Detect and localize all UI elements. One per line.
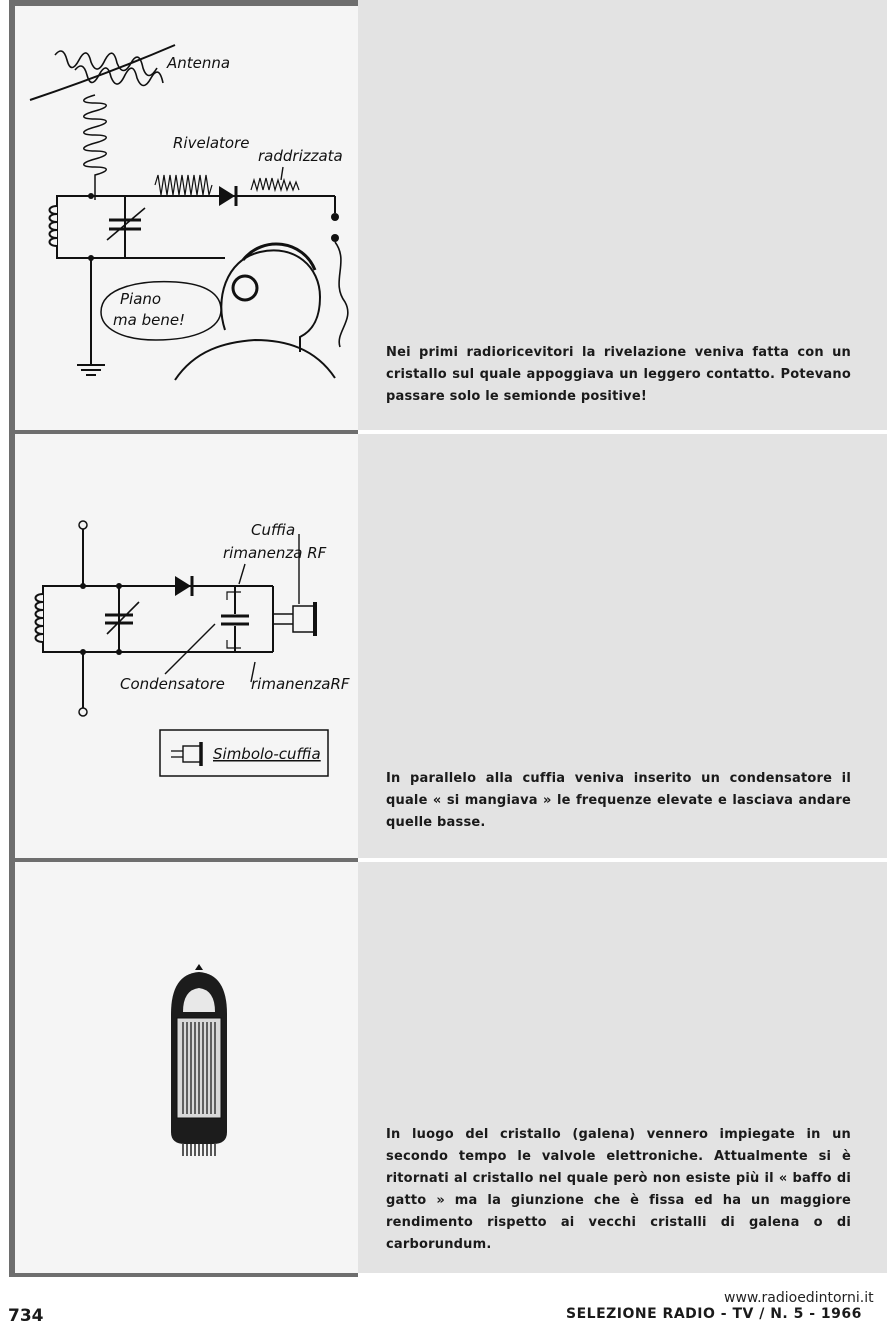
- label-simbolo-cuffia: Simbolo-cuffia: [213, 745, 321, 763]
- figure-capacitor-filter: [15, 434, 358, 858]
- label-condensatore: Condensatore: [120, 675, 225, 693]
- speech-line-2: ma bene!: [113, 311, 186, 329]
- page-number: 734: [8, 1306, 44, 1326]
- modulated-signal: [155, 175, 212, 195]
- antenna-coil: [84, 95, 107, 200]
- figure-crystal-receiver: [15, 0, 358, 430]
- speech-line-1: Piano: [120, 290, 162, 308]
- headphone-cord: [335, 242, 348, 347]
- publication-title: SELEZIONE RADIO - TV / N. 5 - 1966: [566, 1306, 862, 1322]
- vacuum-tube-illustration: [15, 862, 358, 1273]
- caption-capacitor-filter: In parallelo alla cuffia veniva inserito un condensatore il quale « si mangiava » le frequenze elevate e lasciava andare quelle basse.: [386, 771, 851, 830]
- listener-shoulders: [175, 340, 335, 380]
- label-rivelatore: Rivelatore: [173, 134, 250, 152]
- caption-crystal-detector: Nei primi radioricevitori la rivelazione veniva fatta con un cristallo sul quale appoggiava un leggero contatto. Potevano passare solo le semionde positive!: [386, 345, 851, 404]
- label-rimanenza-bottom: rimanenzaRF: [251, 675, 350, 693]
- label-rimanenza-top: rimanenza RF: [223, 544, 327, 562]
- caption-vacuum-tube: In luogo del cristallo (galena) vennero impiegate in un secondo tempo le valvole elettroniche. Attualmente si è ritornati al cristallo nel quale però non esiste più il « baffo di gatto » ma la giunzione che è fissa ed ha un maggiore rendimento rispetto ai vecchi cristalli di galena o di carborundum.: [386, 1127, 851, 1252]
- rectified-signal: [251, 178, 299, 190]
- legend-headphone-icon: [183, 746, 201, 762]
- tuning-coil: [36, 594, 44, 642]
- label-antenna: Antenna: [167, 54, 231, 72]
- headband: [243, 244, 315, 270]
- capacitor-filter-schematic: [15, 434, 358, 858]
- listener-head: [221, 250, 320, 352]
- watermark: www.radioedintorni.it: [724, 1290, 874, 1306]
- diode-symbol: [175, 576, 191, 596]
- headphone-symbol: [293, 606, 315, 632]
- earphone: [233, 276, 257, 300]
- variable-capacitor-arrow: [107, 602, 139, 634]
- label-cuffia: Cuffia: [251, 521, 296, 539]
- tuning-coil: [50, 206, 58, 246]
- figure-vacuum-tube: [15, 862, 358, 1273]
- diode-symbol: [219, 186, 235, 206]
- label-raddrizzata: raddrizzata: [258, 147, 343, 165]
- tube-pins: [183, 1144, 215, 1156]
- crystal-receiver-illustration: [15, 0, 358, 430]
